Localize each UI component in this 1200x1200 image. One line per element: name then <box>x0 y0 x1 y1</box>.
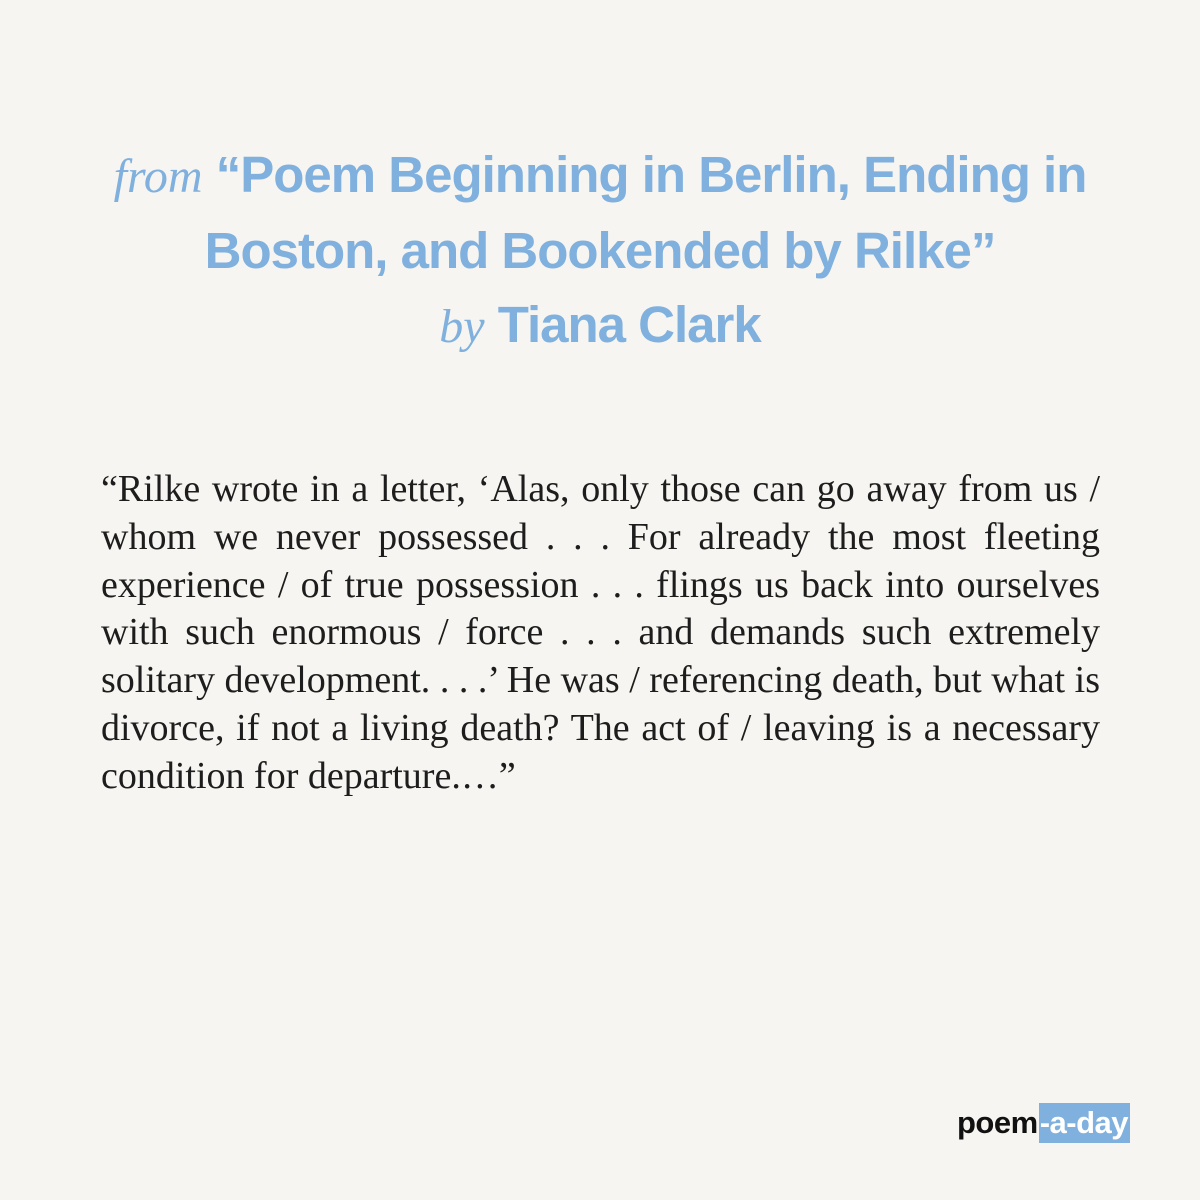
poem-header <box>60 138 1140 364</box>
byline <box>60 288 1140 364</box>
from-label: from <box>113 150 203 203</box>
logo-part-a-day: -a-day <box>1039 1103 1130 1143</box>
title-line-1 <box>60 138 1140 214</box>
poem-excerpt: “Rilke wrote in a letter, ‘Alas, only those can go away from us / whom we never possessed . . . For already the most fleeting experience / of true possession . . . flings us back into ourselves with such enormous / force . . . and demands such extremely solitary development. . . .’ He was / referencing death, but what is divorce, if not a living death? The act of / leaving is a necessary condition for departure.…” <box>101 468 1100 797</box>
poem-title-part-2: Boston, and Bookended by Rilke” <box>204 222 996 279</box>
poem-title-part-1: “Poem Beginning in Berlin, Ending in <box>215 146 1087 203</box>
by-label: by <box>439 300 485 353</box>
logo-part-poem: poem <box>957 1105 1038 1140</box>
author-name: Tiana Clark <box>497 296 761 353</box>
poem-a-day-logo <box>957 1103 1130 1143</box>
